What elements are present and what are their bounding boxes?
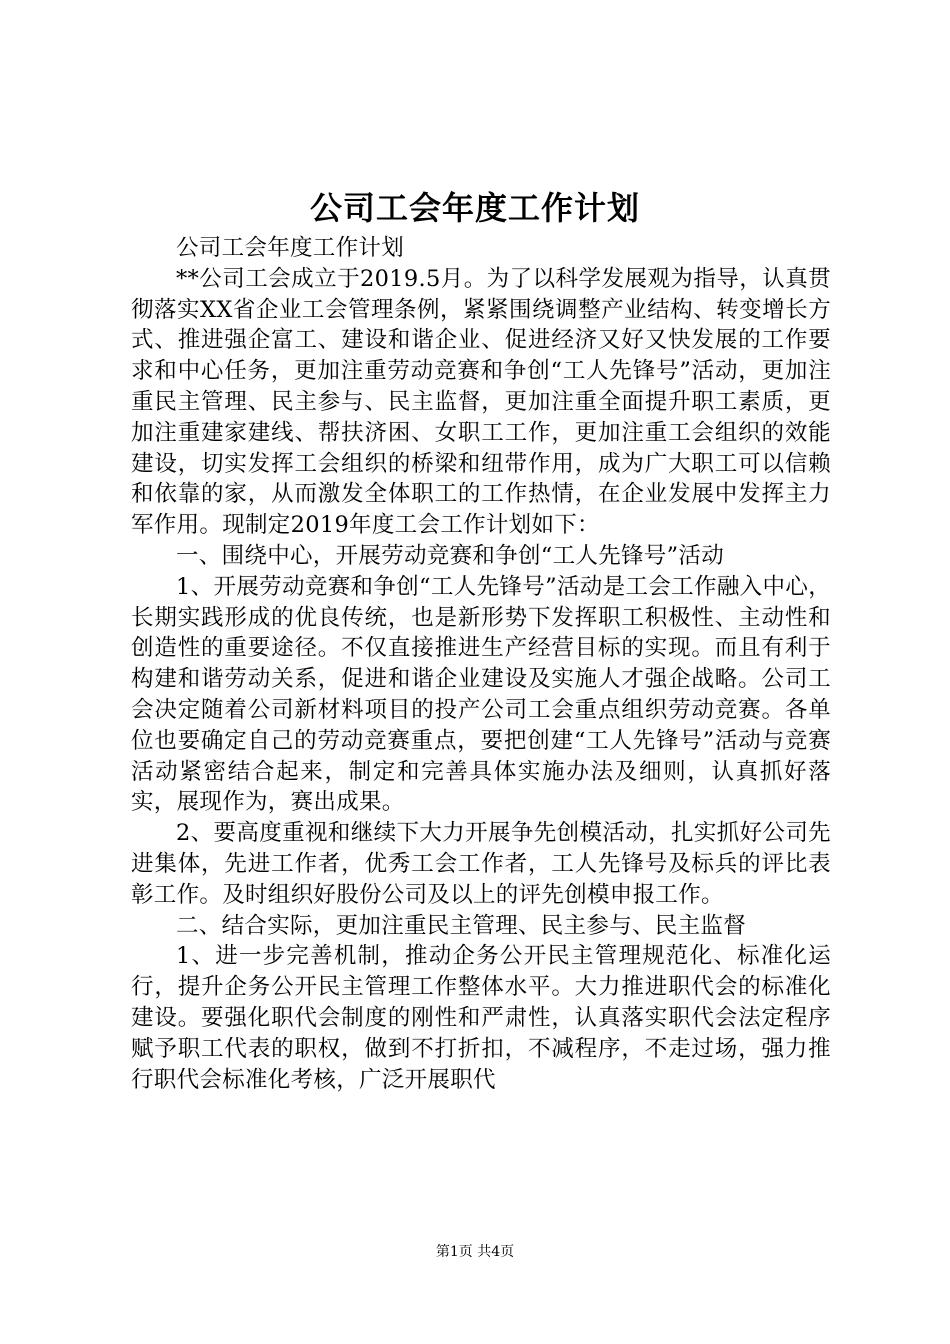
paragraph-2-1: 1、进一步完善机制，推动企务公开民主管理规范化、标准化运行，提升企务公开民主管理工作整体水平。大力推进职代会的标准化建设。要强化职代会制度的刚性和严肃性，认真落实职代会法定程序赋予职工代表的职权，做到不打折扣，不减程序，不走过场，强力推行职代会标准化考核，广泛开展职代 (131, 943, 831, 1093)
paragraph-1-2: 2、要高度重视和继续下大力开展争先创模活动，扎实抓好公司先进集体，先进工作者，优秀工会工作者，工人先锋号及标兵的评比表彰工作。及时组织好股份公司及以上的评先创模申报工作。 (131, 820, 831, 908)
paragraph-subtitle: 公司工会年度工作计划 (176, 235, 405, 261)
document-body (131, 233, 831, 1095)
page-number: 第1页 共4页 (435, 1244, 515, 1260)
paragraph-intro: **公司工会成立于2019.5月。为了以科学发展观为指导，认真贯彻落实XX省企业工会管理条例，紧紧围绕调整产业结构、转变增长方式、推进强企富工、建设和谐企业、促进经济又好又快发展的工作要求和中心任务，更加注重劳动竞赛和争创“工人先锋号”活动，更加注重民主管理、民主参与、民主监督，更加注重全面提升职工素质，更加注重建家建线、帮扶济困、女职工工作，更加注重工会组织的效能建设，切实发挥工会组织的桥梁和纽带作用，成为广大职工可以信赖和依靠的家，从而激发全体职工的工作热情，在企业发展中发挥主力军作用。现制定2019年度工会工作计划如下： (131, 265, 831, 539)
paragraph-1-1: 1、开展劳动竞赛和争创“工人先锋号”活动是工会工作融入中心，长期实践形成的优良传统，也是新形势下发挥职工积极性、主动性和创造性的重要途径。不仅直接推进生产经营目标的实现。而且有利于构建和谐劳动关系，促进和谐企业建设及实施人才强企战略。公司工会决定随着公司新材料项目的投产公司工会重点组织劳动竞赛。各单位也要确定自己的劳动竞赛重点，要把创建“工人先锋号”活动与竞赛活动紧密结合起来，制定和完善具体实施办法及细则，认真抓好落实，展现作为，赛出成果。 (131, 573, 831, 816)
section-heading-1: 一、围绕中心，开展劳动竞赛和争创“工人先锋号”活动 (176, 542, 725, 569)
document-title: 公司工会年度工作计划 (309, 189, 640, 227)
section-heading-2: 二、结合实际，更加注重民主管理、民主参与、民主监督 (176, 912, 747, 939)
